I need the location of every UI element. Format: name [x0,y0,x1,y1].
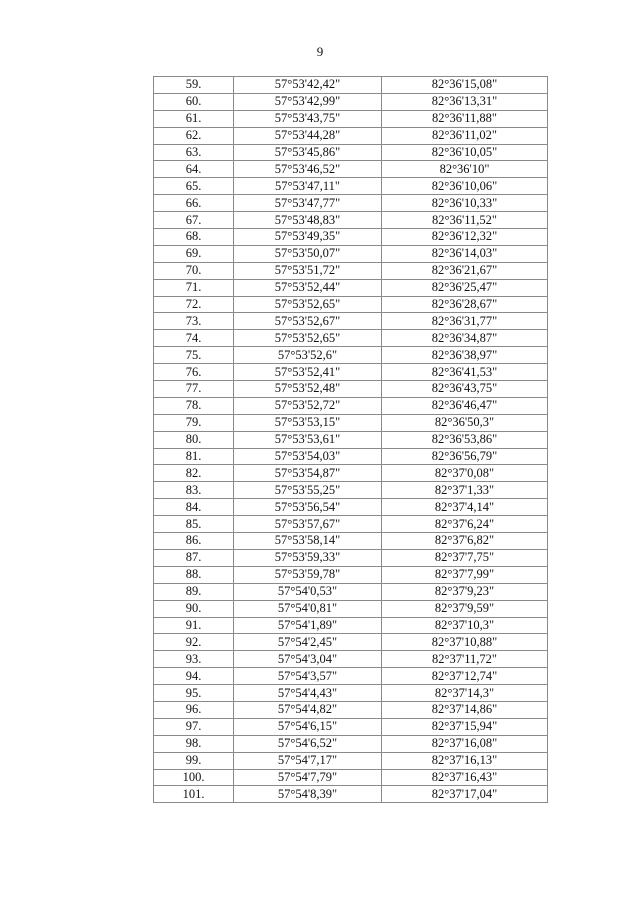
table-row [154,195,548,212]
table-row [154,533,548,550]
point-number-cell: 100. [154,769,234,786]
table-row [154,701,548,718]
point-number-cell: 86. [154,533,234,550]
longitude-cell: 82°36'11,52" [382,212,548,229]
latitude-cell: 57°53'52,48" [234,381,382,398]
point-number-cell: 93. [154,651,234,668]
table-row [154,296,548,313]
longitude-cell: 82°37'0,08" [382,465,548,482]
longitude-cell: 82°37'7,99" [382,566,548,583]
table-row [154,347,548,364]
point-number-cell: 92. [154,634,234,651]
longitude-cell: 82°36'43,75" [382,381,548,398]
point-number-cell: 79. [154,414,234,431]
latitude-cell: 57°54'4,82" [234,701,382,718]
latitude-cell: 57°53'52,67" [234,313,382,330]
latitude-cell: 57°54'0,81" [234,600,382,617]
longitude-cell: 82°37'6,24" [382,516,548,533]
point-number-cell: 75. [154,347,234,364]
latitude-cell: 57°53'54,87" [234,465,382,482]
latitude-cell: 57°53'42,42" [234,77,382,94]
point-number-cell: 77. [154,381,234,398]
latitude-cell: 57°53'52,65" [234,330,382,347]
point-number-cell: 87. [154,549,234,566]
latitude-cell: 57°53'48,83" [234,212,382,229]
longitude-cell: 82°37'10,88" [382,634,548,651]
point-number-cell: 62. [154,127,234,144]
table-row [154,482,548,499]
longitude-cell: 82°36'10,05" [382,144,548,161]
longitude-cell: 82°37'11,72" [382,651,548,668]
table-row [154,685,548,702]
longitude-cell: 82°37'4,14" [382,499,548,516]
point-number-cell: 60. [154,93,234,110]
longitude-cell: 82°37'9,23" [382,583,548,600]
coordinates-table-body [154,77,548,803]
point-number-cell: 91. [154,617,234,634]
table-row [154,718,548,735]
point-number-cell: 67. [154,212,234,229]
table-row [154,364,548,381]
table-row [154,414,548,431]
longitude-cell: 82°36'31,77" [382,313,548,330]
longitude-cell: 82°36'15,08" [382,77,548,94]
table-row [154,245,548,262]
table-row [154,77,548,94]
longitude-cell: 82°37'14,3" [382,685,548,702]
table-row [154,262,548,279]
longitude-cell: 82°36'10,06" [382,178,548,195]
latitude-cell: 57°54'7,79" [234,769,382,786]
longitude-cell: 82°36'56,79" [382,448,548,465]
point-number-cell: 90. [154,600,234,617]
point-number-cell: 99. [154,752,234,769]
point-number-cell: 95. [154,685,234,702]
point-number-cell: 88. [154,566,234,583]
table-row [154,752,548,769]
table-row [154,110,548,127]
point-number-cell: 70. [154,262,234,279]
latitude-cell: 57°53'54,03" [234,448,382,465]
longitude-cell: 82°37'1,33" [382,482,548,499]
table-row [154,651,548,668]
longitude-cell: 82°36'10,33" [382,195,548,212]
table-row [154,127,548,144]
point-number-cell: 82. [154,465,234,482]
point-number-cell: 69. [154,245,234,262]
latitude-cell: 57°54'8,39" [234,786,382,803]
point-number-cell: 89. [154,583,234,600]
point-number-cell: 59. [154,77,234,94]
longitude-cell: 82°36'14,03" [382,245,548,262]
latitude-cell: 57°53'55,25" [234,482,382,499]
table-row [154,583,548,600]
latitude-cell: 57°53'59,78" [234,566,382,583]
point-number-cell: 83. [154,482,234,499]
point-number-cell: 96. [154,701,234,718]
longitude-cell: 82°37'7,75" [382,549,548,566]
latitude-cell: 57°54'3,04" [234,651,382,668]
latitude-cell: 57°53'58,14" [234,533,382,550]
longitude-cell: 82°37'15,94" [382,718,548,735]
point-number-cell: 85. [154,516,234,533]
table-row [154,566,548,583]
longitude-cell: 82°36'53,86" [382,431,548,448]
point-number-cell: 76. [154,364,234,381]
table-row [154,668,548,685]
table-row [154,465,548,482]
table-row [154,769,548,786]
point-number-cell: 64. [154,161,234,178]
table-row [154,516,548,533]
point-number-cell: 66. [154,195,234,212]
table-row [154,330,548,347]
longitude-cell: 82°37'14,86" [382,701,548,718]
latitude-cell: 57°53'59,33" [234,549,382,566]
point-number-cell: 101. [154,786,234,803]
table-row [154,93,548,110]
longitude-cell: 82°37'16,08" [382,735,548,752]
point-number-cell: 68. [154,229,234,246]
point-number-cell: 73. [154,313,234,330]
table-row [154,499,548,516]
longitude-cell: 82°37'9,59" [382,600,548,617]
point-number-cell: 84. [154,499,234,516]
point-number-cell: 63. [154,144,234,161]
longitude-cell: 82°36'50,3" [382,414,548,431]
latitude-cell: 57°53'53,61" [234,431,382,448]
point-number-cell: 71. [154,279,234,296]
latitude-cell: 57°53'47,11" [234,178,382,195]
table-row [154,178,548,195]
longitude-cell: 82°36'21,67" [382,262,548,279]
longitude-cell: 82°37'10,3" [382,617,548,634]
longitude-cell: 82°36'41,53" [382,364,548,381]
table-row [154,634,548,651]
longitude-cell: 82°36'13,31" [382,93,548,110]
longitude-cell: 82°36'46,47" [382,397,548,414]
point-number-cell: 94. [154,668,234,685]
longitude-cell: 82°36'25,47" [382,279,548,296]
longitude-cell: 82°36'38,97" [382,347,548,364]
latitude-cell: 57°53'49,35" [234,229,382,246]
table-row [154,212,548,229]
table-row [154,229,548,246]
latitude-cell: 57°53'56,54" [234,499,382,516]
longitude-cell: 82°37'16,13" [382,752,548,769]
point-number-cell: 61. [154,110,234,127]
table-row [154,735,548,752]
table-row [154,313,548,330]
latitude-cell: 57°53'47,77" [234,195,382,212]
longitude-cell: 82°36'34,87" [382,330,548,347]
latitude-cell: 57°53'44,28" [234,127,382,144]
point-number-cell: 72. [154,296,234,313]
latitude-cell: 57°53'43,75" [234,110,382,127]
latitude-cell: 57°54'3,57" [234,668,382,685]
point-number-cell: 98. [154,735,234,752]
latitude-cell: 57°54'6,52" [234,735,382,752]
latitude-cell: 57°54'6,15" [234,718,382,735]
table-row [154,381,548,398]
latitude-cell: 57°54'7,17" [234,752,382,769]
latitude-cell: 57°53'52,6" [234,347,382,364]
latitude-cell: 57°53'52,72" [234,397,382,414]
latitude-cell: 57°53'52,44" [234,279,382,296]
longitude-cell: 82°37'17,04" [382,786,548,803]
longitude-cell: 82°36'12,32" [382,229,548,246]
table-row [154,144,548,161]
latitude-cell: 57°53'46,52" [234,161,382,178]
longitude-cell: 82°37'16,43" [382,769,548,786]
latitude-cell: 57°53'42,99" [234,93,382,110]
point-number-cell: 81. [154,448,234,465]
table-row [154,279,548,296]
latitude-cell: 57°53'50,07" [234,245,382,262]
longitude-cell: 82°36'11,88" [382,110,548,127]
table-row [154,600,548,617]
point-number-cell: 80. [154,431,234,448]
table-row [154,431,548,448]
table-row [154,786,548,803]
latitude-cell: 57°53'52,41" [234,364,382,381]
longitude-cell: 82°36'28,67" [382,296,548,313]
table-row [154,397,548,414]
point-number-cell: 65. [154,178,234,195]
table-row [154,161,548,178]
latitude-cell: 57°53'52,65" [234,296,382,313]
point-number-cell: 78. [154,397,234,414]
longitude-cell: 82°37'6,82" [382,533,548,550]
point-number-cell: 97. [154,718,234,735]
table-row [154,549,548,566]
latitude-cell: 57°54'4,43" [234,685,382,702]
coordinates-table [153,76,548,803]
latitude-cell: 57°53'45,86" [234,144,382,161]
point-number-cell: 74. [154,330,234,347]
latitude-cell: 57°54'1,89" [234,617,382,634]
page-number: 9 [316,44,324,59]
latitude-cell: 57°54'0,53" [234,583,382,600]
latitude-cell: 57°53'57,67" [234,516,382,533]
table-row [154,617,548,634]
table-row [154,448,548,465]
latitude-cell: 57°53'53,15" [234,414,382,431]
latitude-cell: 57°54'2,45" [234,634,382,651]
latitude-cell: 57°53'51,72" [234,262,382,279]
longitude-cell: 82°36'11,02" [382,127,548,144]
longitude-cell: 82°37'12,74" [382,668,548,685]
longitude-cell: 82°36'10" [382,161,548,178]
